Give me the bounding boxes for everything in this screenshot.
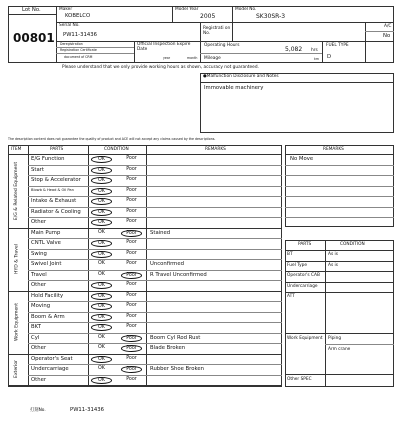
malfunction-title: ●Malfunction Disclosure and Notes xyxy=(203,74,279,79)
table-row xyxy=(28,249,282,260)
remark-text: Blade Broken xyxy=(150,345,186,351)
registration-label: Registrati on No. xyxy=(203,26,231,36)
spec-condition: As is xyxy=(328,252,338,257)
condition-poor: Poor xyxy=(126,324,137,329)
part-name: Start xyxy=(31,166,44,173)
condition-ok: OK xyxy=(91,377,112,384)
remarks-line xyxy=(285,186,394,187)
table-row xyxy=(28,165,282,176)
table-row xyxy=(28,301,282,312)
condition-poor: Poor xyxy=(126,303,137,308)
remarks-line xyxy=(285,175,394,176)
remark-text: Stained xyxy=(150,229,171,236)
condition-poor: Poor xyxy=(126,177,137,182)
remark-text: R Travel Unconfirmed xyxy=(150,271,207,278)
table-row xyxy=(28,291,282,302)
hours-notice: Please understand that we only provide working hours as shown, accuracy not guaranteed. xyxy=(62,65,259,70)
condition-poor: Poor xyxy=(121,366,142,373)
condition-ok: OK xyxy=(91,188,112,195)
condition-poor: Poor xyxy=(126,313,137,319)
work-equipment-value: Piping xyxy=(328,336,342,341)
condition-ok: OK xyxy=(91,219,112,226)
condition-ok: OK xyxy=(91,314,112,321)
remarks-line xyxy=(285,217,394,218)
spec-part: ATT xyxy=(287,294,295,299)
spec-divider xyxy=(325,344,394,345)
inspection-label: Official Inspection Expire Date xyxy=(137,42,191,52)
spec-divider xyxy=(285,271,394,272)
condition-ok: OK xyxy=(91,167,112,174)
spec-divider xyxy=(285,292,394,293)
table-row xyxy=(28,238,282,249)
mileage-label: Mileage xyxy=(204,56,221,61)
document-label: document of CRM xyxy=(64,55,93,59)
remark-text: Rubber Shoe Broken xyxy=(150,366,204,372)
malfunction-text: Immovable machinery xyxy=(204,85,264,91)
condition-ok: OK xyxy=(91,209,112,216)
condition-ok: OK xyxy=(98,261,105,266)
remark-text: Boom Cyl Rod Rust xyxy=(150,334,201,341)
work-equipment-label: Work Equipment xyxy=(287,336,323,341)
condition-poor: Poor xyxy=(126,208,137,214)
condition-poor: Poor xyxy=(121,345,142,352)
condition-poor: Poor xyxy=(126,376,137,382)
table-row xyxy=(28,322,282,333)
table-row xyxy=(28,217,282,228)
spec-part: Operator's CAB xyxy=(287,273,320,278)
spec-divider xyxy=(285,261,394,262)
part-name: Swing xyxy=(31,250,47,257)
ac-label: A/C xyxy=(384,24,392,29)
table-row xyxy=(28,154,282,165)
group-label: HYD & Travel xyxy=(14,244,19,274)
spec-divider xyxy=(285,282,394,283)
part-name: Main Pump xyxy=(31,229,61,236)
model-no-label: Model No. xyxy=(235,7,257,12)
footer-label: 打刻No. xyxy=(30,408,46,413)
month-label: month xyxy=(187,56,198,60)
condition-ok: OK xyxy=(91,177,112,184)
remark-text: Unconfirmed xyxy=(150,261,184,267)
group-label: Exterior xyxy=(14,360,19,379)
spec-part: Undercarriage xyxy=(287,283,318,289)
condition-poor: Poor xyxy=(126,292,137,298)
ac-value: No xyxy=(383,33,391,39)
header-parts: PARTS xyxy=(50,147,64,152)
spec-condition: As is xyxy=(328,262,338,268)
condition-poor: Poor xyxy=(126,166,137,172)
right-remarks-header: REMARKS xyxy=(323,147,344,152)
condition-ok: OK xyxy=(98,345,105,350)
condition-ok: OK xyxy=(98,334,105,340)
part-name: Radiator & Cooling xyxy=(31,208,81,215)
part-name: Other xyxy=(31,219,47,225)
hrs-label: hrs xyxy=(311,48,318,53)
part-name: Undercarriage xyxy=(31,366,69,372)
condition-ok: OK xyxy=(91,356,112,363)
other-spec-label: Other SPEC xyxy=(287,377,312,382)
condition-poor: Poor xyxy=(126,156,137,161)
condition-ok: OK xyxy=(91,303,112,310)
fuel-label: FUEL TYPE xyxy=(326,43,349,48)
part-name: Other xyxy=(31,282,47,288)
spec-part: Fuel Type xyxy=(287,262,308,268)
condition-poor: Poor xyxy=(121,272,142,279)
spec-divider xyxy=(285,374,394,375)
part-name: Swivel Joint xyxy=(31,261,62,267)
part-name: BKT xyxy=(31,324,41,330)
condition-ok: OK xyxy=(98,229,105,235)
model-year-label: Model Year xyxy=(175,7,199,12)
part-name: Intake & Exhaust xyxy=(31,198,77,204)
table-row xyxy=(28,375,282,386)
remarks-line xyxy=(285,207,394,208)
part-name: Stop & Accelerator xyxy=(31,177,81,183)
condition-poor: Poor xyxy=(126,187,137,193)
condition-poor: Poor xyxy=(126,240,137,245)
condition-poor: Poor xyxy=(126,219,137,224)
condition-ok: OK xyxy=(91,156,112,163)
part-name: E/G Function xyxy=(31,156,65,162)
work-equipment-value: Arm crane xyxy=(328,347,351,352)
serial-label: Serial No. xyxy=(59,23,80,28)
group-label: Work Equipment xyxy=(14,302,19,342)
part-name: Other xyxy=(31,376,47,383)
part-name: CNTL Valve xyxy=(31,240,61,246)
year-label: year xyxy=(163,56,171,60)
model-no-value: SK30SR-3 xyxy=(256,13,286,20)
row-divider xyxy=(8,385,282,386)
table-row xyxy=(28,312,282,323)
model-year-value: 2005 xyxy=(200,13,216,20)
maker-value: KOBELCO xyxy=(65,13,91,19)
table-row xyxy=(28,280,282,291)
condition-poor: Poor xyxy=(126,282,137,287)
hours-label: Operating Hours xyxy=(204,43,240,48)
km-label: km xyxy=(314,57,319,61)
condition-poor: Poor xyxy=(126,250,137,256)
serial-value: PW11-31436 xyxy=(63,32,97,38)
part-name: Cyl xyxy=(31,334,40,341)
condition-poor: Poor xyxy=(126,261,137,266)
header-condition: CONDITION xyxy=(104,147,129,152)
header-item: ITEM xyxy=(11,147,22,152)
remarks-line xyxy=(285,165,394,166)
condition-ok: OK xyxy=(91,240,112,247)
group-label: E/G & Related Equipment xyxy=(14,161,19,220)
condition-ok: OK xyxy=(98,366,105,371)
spec-divider xyxy=(285,333,394,334)
part-name: Operator's Seat xyxy=(31,355,73,362)
condition-ok: OK xyxy=(91,282,112,289)
remarks-line xyxy=(285,196,394,197)
condition-ok: OK xyxy=(91,324,112,331)
maker-label: Maker xyxy=(59,7,73,12)
condition-poor: Poor xyxy=(121,335,142,342)
part-name: Moving xyxy=(31,303,51,309)
dereg-label: Deregistration xyxy=(60,42,83,46)
part-name: Travel xyxy=(31,271,47,278)
lot-label: Lot No. xyxy=(22,7,41,13)
condition-poor: Poor xyxy=(121,230,142,237)
dereg-cert-label: Registration Certificate xyxy=(60,48,97,52)
disclaimer: The description content does not guarantee the quality of product and ACE will not accept any claims caused by the descriptions. xyxy=(8,137,216,141)
hours-value: 5,082 xyxy=(285,46,303,53)
condition-poor: Poor xyxy=(126,198,137,203)
part-name: Hold Facility xyxy=(31,292,64,299)
fuel-value: D xyxy=(327,54,332,60)
condition-ok: OK xyxy=(91,293,112,300)
header-remarks: REMARKS xyxy=(205,147,226,152)
condition-ok: OK xyxy=(91,251,112,258)
spec-part: BT xyxy=(287,252,293,257)
footer-value: PW11-31436 xyxy=(70,407,104,413)
part-name: Other xyxy=(31,345,47,351)
lot-number: 00801 xyxy=(13,31,55,45)
condition-poor: Poor xyxy=(126,355,137,361)
condition-ok: OK xyxy=(91,198,112,205)
condition-ok: OK xyxy=(98,271,105,277)
part-name: Boom & Arm xyxy=(31,313,65,320)
right-remarks-first: No Move xyxy=(290,156,314,162)
right-condition-header: CONDITION xyxy=(340,242,365,247)
part-name: Blowb & Head & Oil Pan xyxy=(31,187,74,192)
right-parts-header: PARTS xyxy=(298,242,312,247)
